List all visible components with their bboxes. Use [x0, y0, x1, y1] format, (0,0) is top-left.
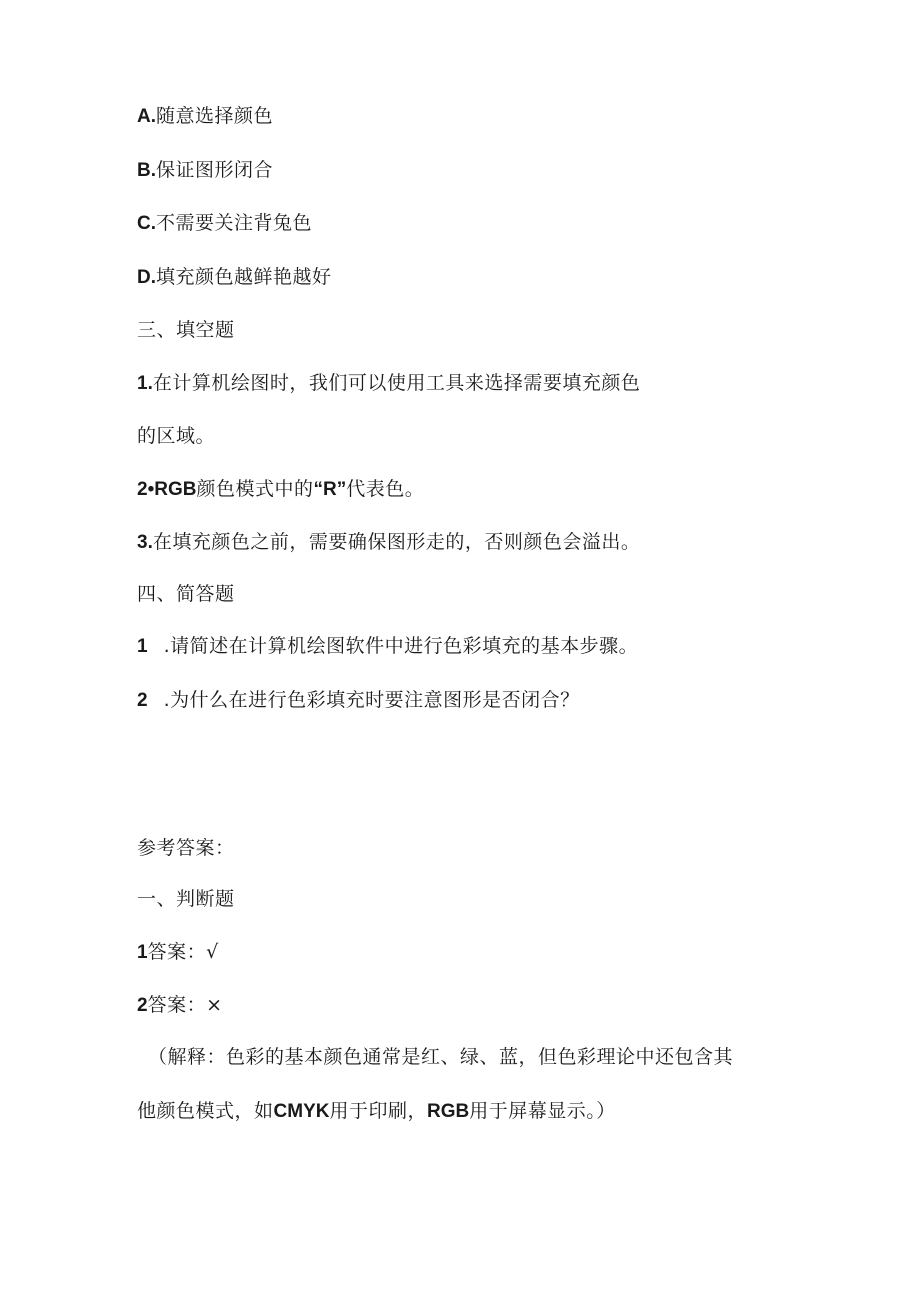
option-b-letter: B. [137, 160, 156, 181]
fill-question-1-continued: 的区域。 [137, 425, 216, 447]
short-question-2 [137, 687, 580, 714]
section4-heading: 四、简答题 [137, 583, 235, 605]
short-q1-number: 1 [137, 636, 148, 657]
fill-q2-quote: “R” [313, 479, 347, 500]
option-c-letter: C. [137, 213, 156, 234]
option-b [137, 157, 273, 184]
fill-q3-text: 在填充颜色之前，需要确保图形走的，否则颜色会溢出。 [152, 531, 641, 553]
explanation-rgb: RGB [426, 1101, 470, 1122]
fill-q2-text-b: 代表色。 [346, 478, 425, 500]
answer-1-number: 1 [137, 942, 148, 963]
explanation-text-a: 他颜色模式，如 [137, 1100, 274, 1122]
answer-1 [137, 939, 219, 966]
answers-section1-heading: 一、判断题 [137, 888, 235, 910]
fill-q3-number: 3. [137, 532, 153, 553]
answer-2 [137, 992, 223, 1019]
section3-heading: 三、填空题 [137, 319, 235, 341]
short-q2-text: .为什么在进行色彩填充时要注意图形是否闭合？ [163, 689, 580, 711]
explanation-text-b: 用于印刷， [329, 1100, 427, 1122]
fill-q1-text: 在计算机绘图时，我们可以使用工具来选择需要填充颜色 [152, 372, 641, 394]
option-a [137, 103, 273, 130]
option-d [137, 264, 332, 291]
fill-question-2 [137, 476, 424, 503]
answer-2-number: 2 [137, 995, 148, 1016]
option-b-text: 保证图形闭合 [156, 159, 274, 181]
option-c-text: 不需要关注背兔色 [156, 212, 313, 234]
fill-q2-text-a: 颜色模式中的 [196, 478, 314, 500]
explanation-line-1: （解释：色彩的基本颜色通常是红、绿、蓝，但色彩理论中还包含其 [148, 1046, 734, 1068]
short-q1-text: .请简述在计算机绘图软件中进行色彩填充的基本步骤。 [163, 635, 639, 657]
answer-1-text: 答案：√ [147, 941, 219, 963]
option-d-text: 填充颜色越鲜艳越好 [156, 266, 332, 288]
option-a-letter: A. [137, 106, 156, 127]
answers-heading: 参考答案： [137, 837, 235, 859]
option-d-letter: D. [137, 267, 156, 288]
answer-2-text: 答案：× [147, 994, 223, 1016]
explanation-cmyk: CMYK [273, 1101, 330, 1122]
option-c [137, 210, 312, 237]
explanation-text-c: 用于屏幕显示。） [469, 1100, 616, 1122]
short-q2-number: 2 [137, 690, 148, 711]
fill-q1-number: 1. [137, 373, 153, 394]
fill-q2-number: 2•RGB [137, 479, 197, 500]
short-question-1 [137, 633, 638, 660]
fill-question-1 [137, 370, 640, 397]
explanation-line-2 [137, 1098, 616, 1125]
option-a-text: 随意选择颜色 [156, 105, 274, 127]
fill-question-3 [137, 529, 640, 556]
